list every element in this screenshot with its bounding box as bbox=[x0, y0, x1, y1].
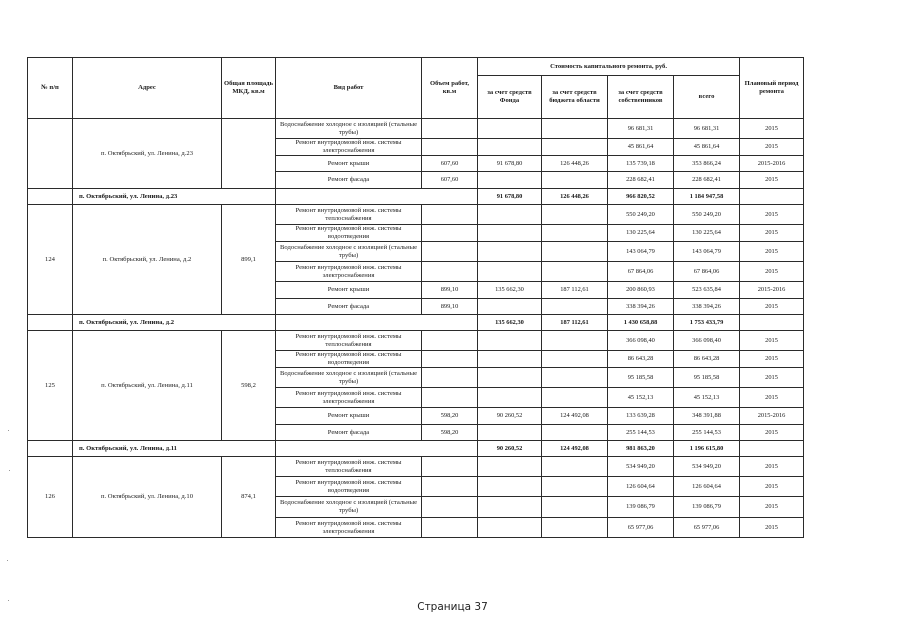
subtotal-blank-cell bbox=[276, 189, 478, 205]
subtotal-label: п. Октябрьский, ул. Ленина, д.23 bbox=[73, 189, 276, 205]
period-cell: 2015 bbox=[740, 477, 804, 497]
work-type-cell: Ремонт внутридомовой инж. системы электроснабжения bbox=[276, 518, 422, 538]
volume-cell bbox=[422, 331, 478, 351]
subtotal-label: п. Октябрьский, ул. Ленина, д.2 bbox=[73, 315, 276, 331]
region-budget-cell bbox=[542, 477, 608, 497]
fund-cell bbox=[478, 388, 542, 408]
owners-cell: 200 860,93 bbox=[608, 282, 674, 299]
period-cell: 2015 bbox=[740, 172, 804, 189]
subtotal-fund: 90 260,52 bbox=[478, 441, 542, 457]
period-cell: 2015 bbox=[740, 299, 804, 315]
period-cell: 2015 bbox=[740, 425, 804, 441]
region-budget-cell bbox=[542, 299, 608, 315]
period-cell: 2015 bbox=[740, 139, 804, 156]
region-budget-cell bbox=[542, 139, 608, 156]
owners-cell: 45 861,64 bbox=[608, 139, 674, 156]
region-budget-cell: 187 112,61 bbox=[542, 282, 608, 299]
region-budget-cell bbox=[542, 225, 608, 242]
subtotal-region-budget: 126 448,26 bbox=[542, 189, 608, 205]
region-budget-cell bbox=[542, 425, 608, 441]
total-cell: 366 098,40 bbox=[674, 331, 740, 351]
owners-cell: 133 639,28 bbox=[608, 408, 674, 425]
owners-cell: 96 681,31 bbox=[608, 119, 674, 139]
subtotal-blank-cell bbox=[28, 189, 73, 205]
owners-cell: 143 064,79 bbox=[608, 242, 674, 262]
work-type-cell: Водоснабжение холодное с изоляцией (стальные трубы) bbox=[276, 242, 422, 262]
period-cell: 2015 bbox=[740, 119, 804, 139]
subtotal-row bbox=[28, 315, 804, 331]
volume-cell bbox=[422, 388, 478, 408]
subtotal-period bbox=[740, 441, 804, 457]
work-type-cell: Ремонт фасада bbox=[276, 299, 422, 315]
header-cost-group: Стоимость капитального ремонта, руб. bbox=[478, 58, 740, 76]
fund-cell bbox=[478, 331, 542, 351]
total-cell: 338 394,26 bbox=[674, 299, 740, 315]
work-type-cell: Ремонт крыши bbox=[276, 156, 422, 172]
subtotal-blank-cell bbox=[28, 441, 73, 457]
period-cell: 2015-2016 bbox=[740, 408, 804, 425]
volume-cell bbox=[422, 139, 478, 156]
period-cell: 2015 bbox=[740, 242, 804, 262]
volume-cell bbox=[422, 262, 478, 282]
subtotal-period bbox=[740, 315, 804, 331]
work-type-cell: Ремонт внутридомовой инж. системы электроснабжения bbox=[276, 262, 422, 282]
work-type-cell: Водоснабжение холодное с изоляцией (стальные трубы) bbox=[276, 119, 422, 139]
subtotal-label: п. Октябрьский, ул. Ленина, д.11 bbox=[73, 441, 276, 457]
header-address: Адрес bbox=[73, 58, 222, 119]
fund-cell bbox=[478, 351, 542, 368]
header-work-type: Вид работ bbox=[276, 58, 422, 119]
period-cell: 2015 bbox=[740, 351, 804, 368]
region-budget-cell bbox=[542, 242, 608, 262]
region-budget-cell bbox=[542, 457, 608, 477]
owners-cell: 86 643,28 bbox=[608, 351, 674, 368]
page-footer: Страница 37 bbox=[417, 601, 488, 613]
period-cell: 2015 bbox=[740, 497, 804, 518]
header-region-budget: за счет средств бюджета области bbox=[542, 76, 608, 119]
fund-cell bbox=[478, 242, 542, 262]
total-cell: 126 604,64 bbox=[674, 477, 740, 497]
volume-cell bbox=[422, 119, 478, 139]
subtotal-total: 1 196 615,80 bbox=[674, 441, 740, 457]
region-budget-cell: 126 448,26 bbox=[542, 156, 608, 172]
header-fund: за счет средств Фонда bbox=[478, 76, 542, 119]
fund-cell bbox=[478, 172, 542, 189]
address-cell: п. Октябрьский, ул. Ленина, д.11 bbox=[73, 331, 222, 441]
total-cell: 228 682,41 bbox=[674, 172, 740, 189]
total-cell: 534 949,20 bbox=[674, 457, 740, 477]
period-cell: 2015 bbox=[740, 457, 804, 477]
work-type-cell: Ремонт крыши bbox=[276, 408, 422, 425]
region-budget-cell bbox=[542, 331, 608, 351]
total-cell: 67 864,06 bbox=[674, 262, 740, 282]
fund-cell: 135 662,30 bbox=[478, 282, 542, 299]
owners-cell: 338 394,26 bbox=[608, 299, 674, 315]
total-cell: 96 681,31 bbox=[674, 119, 740, 139]
total-cell: 130 225,64 bbox=[674, 225, 740, 242]
header-owners: за счет средств собственников bbox=[608, 76, 674, 119]
period-cell: 2015 bbox=[740, 225, 804, 242]
fund-cell bbox=[478, 368, 542, 388]
total-cell: 255 144,53 bbox=[674, 425, 740, 441]
volume-cell: 598,20 bbox=[422, 425, 478, 441]
scan-speck bbox=[8, 600, 9, 601]
subtotal-owners: 1 430 658,88 bbox=[608, 315, 674, 331]
subtotal-fund: 135 662,30 bbox=[478, 315, 542, 331]
region-budget-cell bbox=[542, 119, 608, 139]
period-cell: 2015 bbox=[740, 205, 804, 225]
total-cell: 550 249,20 bbox=[674, 205, 740, 225]
table-row bbox=[28, 331, 804, 351]
subtotal-fund: 91 678,80 bbox=[478, 189, 542, 205]
volume-cell bbox=[422, 457, 478, 477]
work-type-cell: Ремонт внутридомовой инж. системы теплоснабжения bbox=[276, 331, 422, 351]
period-cell: 2015 bbox=[740, 262, 804, 282]
header-area: Общая площадь МКД, кв.м bbox=[222, 58, 276, 119]
volume-cell: 607,60 bbox=[422, 156, 478, 172]
subtotal-total: 1 184 947,58 bbox=[674, 189, 740, 205]
total-cell: 353 866,24 bbox=[674, 156, 740, 172]
period-cell: 2015 bbox=[740, 518, 804, 538]
region-budget-cell bbox=[542, 497, 608, 518]
volume-cell bbox=[422, 497, 478, 518]
period-cell: 2015-2016 bbox=[740, 282, 804, 299]
period-cell: 2015 bbox=[740, 331, 804, 351]
work-type-cell: Ремонт внутридомовой инж. системы электроснабжения bbox=[276, 139, 422, 156]
owners-cell: 130 225,64 bbox=[608, 225, 674, 242]
volume-cell bbox=[422, 368, 478, 388]
subtotal-owners: 981 863,20 bbox=[608, 441, 674, 457]
owners-cell: 65 977,06 bbox=[608, 518, 674, 538]
fund-cell bbox=[478, 518, 542, 538]
work-type-cell: Ремонт внутридомовой инж. системы водоотведения bbox=[276, 477, 422, 497]
table-row bbox=[28, 119, 804, 139]
fund-cell bbox=[478, 225, 542, 242]
fund-cell bbox=[478, 497, 542, 518]
table-row bbox=[28, 205, 804, 225]
subtotal-region-budget: 187 112,61 bbox=[542, 315, 608, 331]
scan-speck bbox=[7, 560, 8, 561]
volume-cell bbox=[422, 518, 478, 538]
work-type-cell: Ремонт крыши bbox=[276, 282, 422, 299]
work-type-cell: Ремонт фасада bbox=[276, 172, 422, 189]
volume-cell bbox=[422, 477, 478, 497]
scan-speck bbox=[9, 470, 10, 471]
fund-cell bbox=[478, 299, 542, 315]
table-row bbox=[28, 457, 804, 477]
work-type-cell: Ремонт внутридомовой инж. системы водоотведения bbox=[276, 351, 422, 368]
volume-cell bbox=[422, 205, 478, 225]
fund-cell bbox=[478, 139, 542, 156]
row-number-cell: 124 bbox=[28, 205, 73, 315]
volume-cell bbox=[422, 242, 478, 262]
owners-cell: 550 249,20 bbox=[608, 205, 674, 225]
work-type-cell: Ремонт фасада bbox=[276, 425, 422, 441]
address-cell: п. Октябрьский, ул. Ленина, д.10 bbox=[73, 457, 222, 538]
owners-cell: 139 086,79 bbox=[608, 497, 674, 518]
area-cell: 598,2 bbox=[222, 331, 276, 441]
volume-cell: 598,20 bbox=[422, 408, 478, 425]
fund-cell bbox=[478, 425, 542, 441]
capital-repair-table bbox=[27, 57, 804, 538]
region-budget-cell bbox=[542, 172, 608, 189]
total-cell: 45 861,64 bbox=[674, 139, 740, 156]
header-num: № п/п bbox=[28, 58, 73, 119]
period-cell: 2015 bbox=[740, 388, 804, 408]
subtotal-blank-cell bbox=[276, 441, 478, 457]
region-budget-cell bbox=[542, 262, 608, 282]
volume-cell: 899,10 bbox=[422, 299, 478, 315]
subtotal-row bbox=[28, 441, 804, 457]
work-type-cell: Водоснабжение холодное с изоляцией (стальные трубы) bbox=[276, 497, 422, 518]
period-cell: 2015 bbox=[740, 368, 804, 388]
owners-cell: 95 185,58 bbox=[608, 368, 674, 388]
region-budget-cell: 124 492,08 bbox=[542, 408, 608, 425]
owners-cell: 255 144,53 bbox=[608, 425, 674, 441]
region-budget-cell bbox=[542, 205, 608, 225]
owners-cell: 228 682,41 bbox=[608, 172, 674, 189]
subtotal-region-budget: 124 492,08 bbox=[542, 441, 608, 457]
row-number-cell: 125 bbox=[28, 331, 73, 441]
area-cell: 874,1 bbox=[222, 457, 276, 538]
fund-cell: 90 260,52 bbox=[478, 408, 542, 425]
header-volume: Объем работ, кв.м bbox=[422, 58, 478, 119]
work-type-cell: Ремонт внутридомовой инж. системы электроснабжения bbox=[276, 388, 422, 408]
owners-cell: 45 152,13 bbox=[608, 388, 674, 408]
volume-cell: 899,10 bbox=[422, 282, 478, 299]
owners-cell: 126 604,64 bbox=[608, 477, 674, 497]
region-budget-cell bbox=[542, 518, 608, 538]
subtotal-total: 1 753 433,79 bbox=[674, 315, 740, 331]
fund-cell: 91 678,80 bbox=[478, 156, 542, 172]
table-body bbox=[28, 119, 804, 538]
fund-cell bbox=[478, 457, 542, 477]
region-budget-cell bbox=[542, 368, 608, 388]
total-cell: 348 391,88 bbox=[674, 408, 740, 425]
region-budget-cell bbox=[542, 388, 608, 408]
owners-cell: 534 949,20 bbox=[608, 457, 674, 477]
work-type-cell: Водоснабжение холодное с изоляцией (стальные трубы) bbox=[276, 368, 422, 388]
area-cell: 899,1 bbox=[222, 205, 276, 315]
total-cell: 86 643,28 bbox=[674, 351, 740, 368]
total-cell: 523 635,84 bbox=[674, 282, 740, 299]
region-budget-cell bbox=[542, 351, 608, 368]
owners-cell: 67 864,06 bbox=[608, 262, 674, 282]
subtotal-owners: 966 820,52 bbox=[608, 189, 674, 205]
total-cell: 65 977,06 bbox=[674, 518, 740, 538]
work-type-cell: Ремонт внутридомовой инж. системы теплоснабжения bbox=[276, 457, 422, 477]
subtotal-period bbox=[740, 189, 804, 205]
total-cell: 143 064,79 bbox=[674, 242, 740, 262]
row-number-cell bbox=[28, 119, 73, 189]
fund-cell bbox=[478, 119, 542, 139]
work-type-cell: Ремонт внутридомовой инж. системы теплоснабжения bbox=[276, 205, 422, 225]
fund-cell bbox=[478, 262, 542, 282]
address-cell: п. Октябрьский, ул. Ленина, д.23 bbox=[73, 119, 222, 189]
header-period: Плановый период ремонта bbox=[740, 58, 804, 119]
total-cell: 45 152,13 bbox=[674, 388, 740, 408]
volume-cell: 607,60 bbox=[422, 172, 478, 189]
address-cell: п. Октябрьский, ул. Ленина, д.2 bbox=[73, 205, 222, 315]
work-type-cell: Ремонт внутридомовой инж. системы водоотведения bbox=[276, 225, 422, 242]
area-cell bbox=[222, 119, 276, 189]
total-cell: 95 185,58 bbox=[674, 368, 740, 388]
total-cell: 139 086,79 bbox=[674, 497, 740, 518]
volume-cell bbox=[422, 225, 478, 242]
fund-cell bbox=[478, 205, 542, 225]
period-cell: 2015-2016 bbox=[740, 156, 804, 172]
scan-speck bbox=[8, 430, 9, 431]
owners-cell: 366 098,40 bbox=[608, 331, 674, 351]
subtotal-blank-cell bbox=[276, 315, 478, 331]
volume-cell bbox=[422, 351, 478, 368]
header-total: всего bbox=[674, 76, 740, 119]
subtotal-row bbox=[28, 189, 804, 205]
owners-cell: 135 739,18 bbox=[608, 156, 674, 172]
row-number-cell: 126 bbox=[28, 457, 73, 538]
fund-cell bbox=[478, 477, 542, 497]
subtotal-blank-cell bbox=[28, 315, 73, 331]
